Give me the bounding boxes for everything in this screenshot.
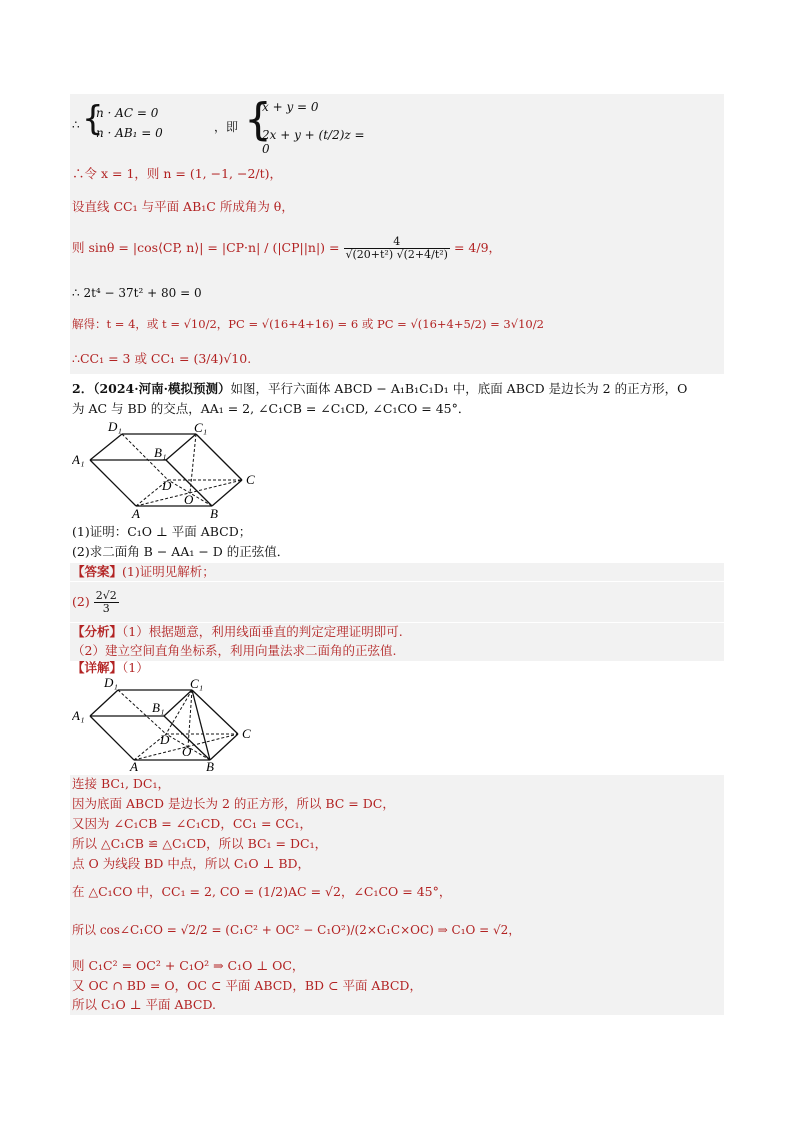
question-2: (2)求二面角 B − AA₁ − D 的正弦值． bbox=[72, 544, 290, 559]
analysis-tag: 【分析】 bbox=[72, 624, 123, 639]
sin-fraction bbox=[344, 236, 450, 261]
label-o: O bbox=[182, 744, 192, 759]
detail-l7: 所以 cos∠C₁CO = √2/2 = (C₁C² + OC² − C₁O²)/(2×C₁C×OC) ⇒ C₁O = √2， bbox=[72, 923, 521, 937]
system-equations bbox=[72, 94, 372, 156]
detail-l5: 点 O 为线段 BD 中点，所以 C₁O ⊥ BD， bbox=[72, 856, 311, 871]
seg-c1-d bbox=[166, 690, 192, 734]
label-a: A bbox=[130, 759, 138, 772]
answer-a2-den: 3 bbox=[102, 602, 110, 615]
sin-line-eq: = 4/9， bbox=[453, 240, 502, 255]
angle-line: 设直线 CC₁ 与平面 AB₁C 所成角为 θ， bbox=[72, 199, 294, 214]
edge-b-c bbox=[212, 480, 242, 506]
detail-part: （1） bbox=[122, 660, 149, 675]
answer-a2-prefix: (2) bbox=[72, 594, 90, 609]
label-d: D bbox=[162, 478, 172, 493]
edge-c1-c bbox=[196, 434, 242, 480]
seg-c1-o bbox=[188, 690, 192, 747]
let-line: ∴令 x = 1，则 n = (1, −1, −2/t)， bbox=[72, 166, 283, 181]
system-right-2: 2x + y + (t/2)z = 0 bbox=[262, 128, 365, 156]
sin-frac-den: √(20+t²) √(2+4/t²) bbox=[345, 248, 448, 261]
system-mid: ，即 bbox=[214, 120, 239, 134]
problem2-stem-2: 为 AC 与 BD 的交点，AA₁ = 2, ∠C₁CB = ∠C₁CD, ∠C₁CO = 45°． bbox=[72, 401, 471, 416]
sin-frac-num: 4 bbox=[344, 236, 450, 249]
problem2-stem-1 bbox=[72, 381, 687, 397]
label-c: C bbox=[246, 472, 255, 487]
problem-source: （2024·河南·模拟预测） bbox=[93, 381, 231, 396]
edge-b1-c1 bbox=[164, 690, 192, 716]
label-c: C bbox=[242, 726, 251, 741]
answer-line-1 bbox=[72, 564, 215, 580]
answer-band-2 bbox=[70, 582, 724, 622]
detail-l8: 则 C₁C² = OC² + C₁O² ⇒ C₁O ⊥ OC， bbox=[72, 958, 305, 973]
seg-c1-o bbox=[190, 434, 196, 493]
label-a1: A₁ bbox=[72, 452, 85, 467]
solve-line: 解得：t = 4，或 t = √10/2，PC = √(16+4+16) = 6 或 PC = √(16+4+5/2) = 3√10/2 bbox=[72, 317, 544, 331]
detail-l2: 因为底面 ABCD 是边长为 2 的正方形，所以 BC = DC， bbox=[72, 796, 395, 811]
answer-tag: 【答案】 bbox=[72, 564, 123, 579]
brace-right: { bbox=[244, 94, 272, 145]
system-left-2: n · AB₁ = 0 bbox=[96, 126, 163, 140]
label-a1: A₁ bbox=[72, 708, 85, 723]
analysis-line-2: （2）建立空间直角坐标系，利用向量法求二面角的正弦值. bbox=[72, 643, 397, 658]
question-1: (1)证明：C₁O ⊥ 平面 ABCD； bbox=[72, 524, 252, 539]
result-line: ∴CC₁ = 3 或 CC₁ = (3/4)√10. bbox=[72, 351, 252, 366]
detail-l1: 连接 BC₁, DC₁， bbox=[72, 776, 171, 791]
detail-tag: 【详解】 bbox=[72, 660, 123, 675]
answer-a2-fraction bbox=[94, 590, 119, 615]
problem-number: 2． bbox=[72, 381, 94, 396]
answer-a1: (1)证明见解析； bbox=[122, 564, 215, 579]
answer-a2-num: 2√2 bbox=[95, 589, 117, 602]
label-d: D bbox=[160, 732, 170, 747]
edge-a1-a bbox=[90, 460, 136, 506]
edge-a1-a bbox=[90, 716, 134, 760]
edge-c1-c bbox=[192, 690, 238, 734]
problem-stem-text: 如图，平行六面体 ABCD − A₁B₁C₁D₁ 中，底面 ABCD 是边长为 2 的正方形，O bbox=[230, 381, 688, 396]
detail-l10: 所以 C₁O ⊥ 平面 ABCD. bbox=[72, 997, 217, 1012]
label-a: A bbox=[132, 506, 140, 520]
sin-line-prefix: 则 sinθ = |cos⟨CP, n⟩| = |CP·n| / (|CP||n|) = bbox=[72, 240, 340, 255]
detail-l6: 在 △C₁CO 中，CC₁ = 2, CO = (1/2)AC = √2，∠C₁CO = 45°， bbox=[72, 884, 452, 899]
seg-c1-b bbox=[192, 690, 210, 760]
sin-line bbox=[72, 236, 501, 261]
detail-l9: 又 OC ∩ BD = O，OC ⊂ 平面 ABCD，BD ⊂ 平面 ABCD， bbox=[72, 978, 422, 993]
analysis-p1: （1）根据题意，利用线面垂直的判定定理证明即可. bbox=[122, 624, 403, 639]
analysis-line-1 bbox=[72, 624, 403, 640]
label-b1: B₁ bbox=[154, 445, 167, 460]
edge-a1-d1 bbox=[90, 434, 122, 460]
label-d1: D₁ bbox=[104, 676, 118, 690]
label-b: B bbox=[206, 759, 214, 772]
label-c1: C₁ bbox=[194, 420, 208, 435]
label-b: B bbox=[210, 506, 218, 520]
therefore-symbol: ∴ bbox=[72, 118, 80, 132]
answer-line-2 bbox=[72, 590, 119, 615]
system-right-1: x + y = 0 bbox=[262, 100, 319, 114]
label-b1: B₁ bbox=[152, 700, 165, 715]
equation-line: ∴ 2t⁴ − 37t² + 80 = 0 bbox=[72, 286, 202, 300]
label-d1: D₁ bbox=[108, 420, 122, 434]
parallelepiped-figure bbox=[72, 420, 272, 520]
edge-b1-c1 bbox=[166, 434, 196, 460]
label-c1: C₁ bbox=[190, 676, 204, 691]
label-o: O bbox=[184, 492, 194, 507]
detail-l3: 又因为 ∠C₁CB = ∠C₁CD，CC₁ = CC₁， bbox=[72, 816, 313, 831]
brace-left: { bbox=[82, 99, 104, 139]
detail-header bbox=[72, 660, 149, 676]
parallelepiped-figure-2 bbox=[72, 676, 258, 772]
edge-a1-d1 bbox=[90, 690, 118, 716]
detail-l4: 所以 △C₁CB ≌ △C₁CD，所以 BC₁ = DC₁， bbox=[72, 836, 328, 851]
system-left-1: n · AC = 0 bbox=[96, 106, 159, 120]
